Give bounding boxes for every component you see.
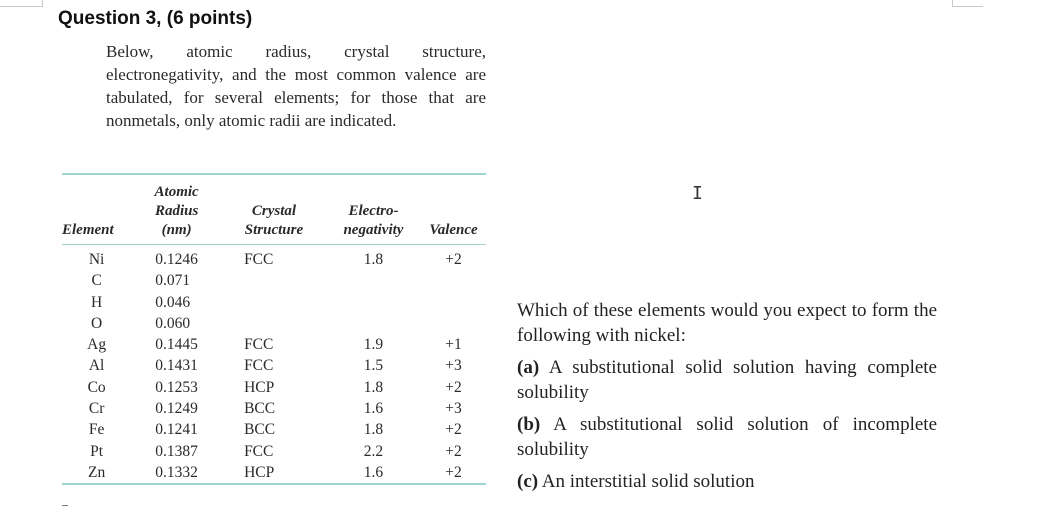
table-row: Pt 0.1387 FCC 2.2 +2 <box>90 442 462 460</box>
question-intro: Below, atomic radius, crystal structure, electronegativity, and the most common valence are tabulated, for several elements; for those that are nonmetals, only atomic radii are indicated. <box>106 42 486 130</box>
question-title: Question 3, (6 points) <box>58 8 253 29</box>
table-row: Ni 0.1246 FCC 1.8 +2 <box>88 251 462 268</box>
page-corner-right <box>952 0 983 7</box>
prompt-lead: Which of these elements would you expect to form the following with nickel: <box>517 300 937 346</box>
element-property-table <box>62 175 486 483</box>
table-row: Co 0.1253 HCP 1.8 +2 <box>87 378 462 396</box>
table-body <box>62 245 486 483</box>
page-corner-left <box>0 0 43 7</box>
table-row: Zn 0.1332 HCP 1.6 +2 <box>88 463 462 481</box>
header-atomic-radius: Atomic Radius (nm) <box>154 184 199 238</box>
prompt-part-b: (b) A substitutional solid solution of incomplete solubility <box>517 414 938 460</box>
table-row: Fe 0.1241 BCC 1.8 +2 <box>88 421 462 439</box>
table-row: Cr 0.1249 BCC 1.6 +3 <box>88 400 462 418</box>
table-row: Ag 0.1445 FCC 1.9 +1 <box>87 336 462 354</box>
table-bottom-rule <box>62 483 486 485</box>
text-cursor-icon: I <box>692 183 703 204</box>
header-electronegativity: Electro- negativity <box>343 203 404 238</box>
table-row: O 0.060 <box>91 314 191 332</box>
page-mark <box>62 505 68 506</box>
table-row: H 0.046 <box>91 293 191 311</box>
prompt-part-a: (a) A substitutional solid solution having complete solubility <box>517 357 937 403</box>
table-row: C 0.071 <box>91 272 191 290</box>
question-prompt <box>517 298 937 501</box>
element-table-container <box>62 173 486 485</box>
header-element: Element <box>62 222 114 238</box>
header-crystal-structure: Crystal Structure <box>244 203 304 238</box>
table-row: Al 0.1431 FCC 1.5 +3 <box>88 357 462 375</box>
prompt-part-c: (c) An interstitial solid solution <box>517 471 755 492</box>
header-valence: Valence <box>429 222 478 238</box>
table-header-row <box>62 175 486 244</box>
